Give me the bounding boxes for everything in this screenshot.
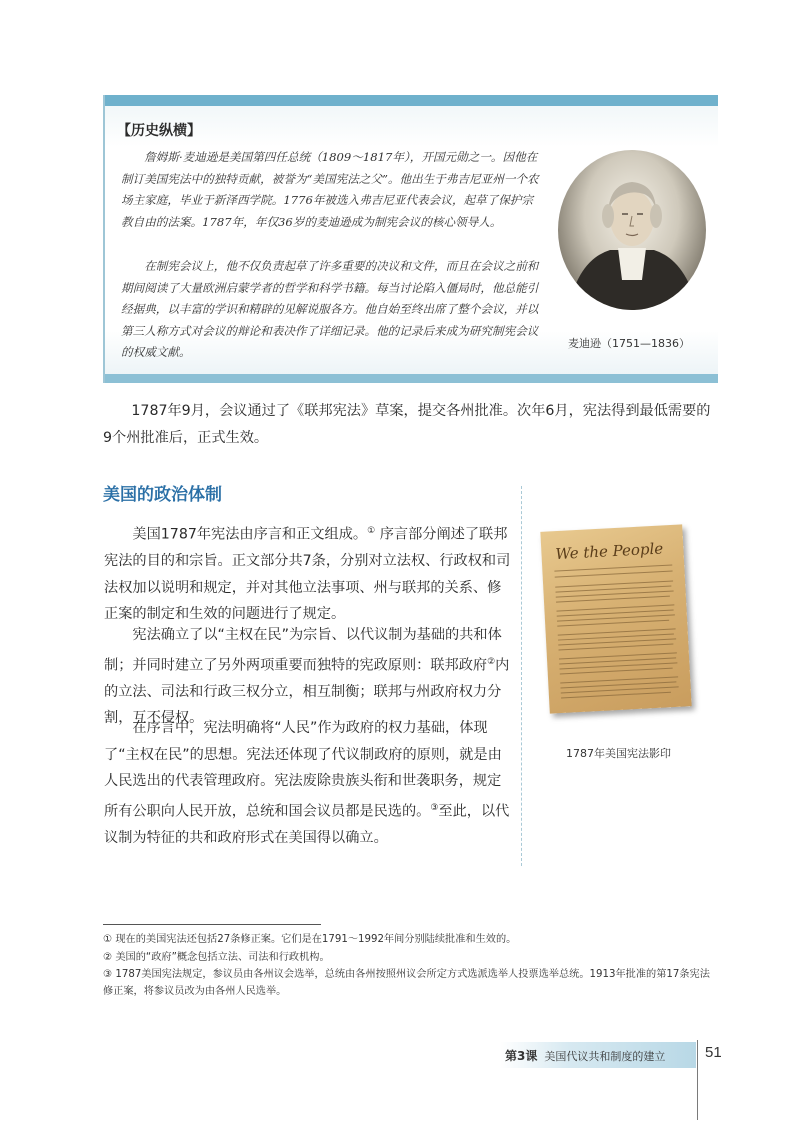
footer-divider — [697, 1040, 698, 1120]
paragraph-text: 在序言中，宪法明确将“人民”作为政府的权力基础，体现了“主权在民”的思想。宪法还体现了代议制政府的原则，就是由人民选出的代表管理政府。宪法废除贵族头衔和世袭职务，规定所有公职向人民开放，总统和国会议员都是民选的。 — [104, 720, 502, 820]
footnote-ref-2: ② — [487, 656, 496, 667]
footer-lesson-label — [505, 1047, 665, 1064]
paragraph-text: 美国1787年宪法由序言和正文组成。 — [132, 526, 368, 543]
section-paragraph-3 — [104, 715, 514, 851]
portrait-caption: 麦迪逊（1751—1836） — [568, 337, 690, 350]
madison-portrait-image — [558, 150, 706, 310]
sidebar-top-bar — [105, 95, 718, 106]
sidebar-bottom-bar — [105, 374, 718, 383]
paragraph-text: 宪法确立了以“主权在民”为宗旨、以代议制为基础的共和体制；并同时建立了另外两项重要而独特的宪政原则：联邦政府 — [104, 627, 502, 674]
page-number: 51 — [705, 1044, 722, 1061]
paragraph-text: 至此，以代议制为特征的共和政府形式在美国得以确立。 — [104, 803, 510, 846]
footnote-ref-1: ① — [367, 526, 376, 536]
sidebar-paragraph-2: 在制宪会议上，他不仅负责起草了许多重要的决议和文件，而且在会议之前和期间阅读了大量欧洲启蒙学者的哲学和科学书籍。每当讨论陷入僵局时，他总能引经据典，以丰富的学识和精辟的见解说服各方。他自始至终出席了整个会议，并以第三人称方式对会议的辩论和表决作了详细记录。他的记录后来成为研究制宪会议的权威文献。 — [121, 259, 539, 359]
section-title: 美国的政治体制 — [103, 485, 222, 505]
intro-paragraph: 1787年9月，会议通过了《联邦宪法》草案，提交各州批准。次年6月，宪法得到最低需要的9个州批准后，正式生效。 — [103, 403, 711, 446]
lesson-number: 第3课 — [505, 1049, 538, 1063]
footnote-2: ② 美国的“政府”概念包括立法、司法和行政机构。 — [103, 952, 330, 963]
image-caption: 1787年美国宪法影印 — [566, 747, 671, 760]
portrait-illustration — [558, 150, 706, 310]
footnote-3: ③ 1787美国宪法规定，参议员由各州议会选举，总统由各州按照州议会所定方式选派选举人投票选举总统。1913年批准的第17条宪法修正案，将参议员改为由各州人民选举。 — [103, 969, 710, 997]
section-paragraph-1 — [104, 518, 514, 628]
footnote-rule — [103, 924, 321, 925]
footnote-1: ① 现在的美国宪法还包括27条修正案。它们是在1791～1992年间分别陆续批准和生效的。 — [103, 934, 517, 945]
footnote-ref-3: ③ — [430, 802, 439, 813]
history-sidebar-box — [103, 95, 718, 383]
sidebar-paragraph-1: 詹姆斯·麦迪逊是美国第四任总统（1809～1817年），开国元勋之一。因他在制订美国宪法中的独特贡献，被誉为“美国宪法之父”。他出生于弗吉尼亚州一个农场主家庭，毕业于新泽西学院。1776年被选入弗吉尼亚代表会议，起草了保护宗教自由的法案。1787年，年仅36岁的麦迪逊成为制宪会议的核心领导人。 — [121, 150, 539, 229]
constitution-illustration — [540, 524, 691, 713]
paragraph-text: 序言部分阐述了联邦宪法的目的和宗旨。正文部分共7条，分别对立法权、行政权和司法权加以说明和规定，并对其他立法事项、州与联邦的关系、修正案的制定和生效的问题进行了规定。 — [104, 526, 511, 623]
constitution-heading-text: We the People — [555, 539, 664, 564]
paragraph-text: 内的立法、司法和行政三权分立，相互制衡；联邦与州政府权力分割，互不侵权。 — [104, 657, 510, 727]
sidebar-title: 【历史纵横】 — [117, 123, 201, 139]
constitution-facsimile-image — [540, 524, 691, 713]
column-divider — [521, 486, 522, 866]
lesson-title: 美国代议共和制度的建立 — [544, 1050, 666, 1063]
